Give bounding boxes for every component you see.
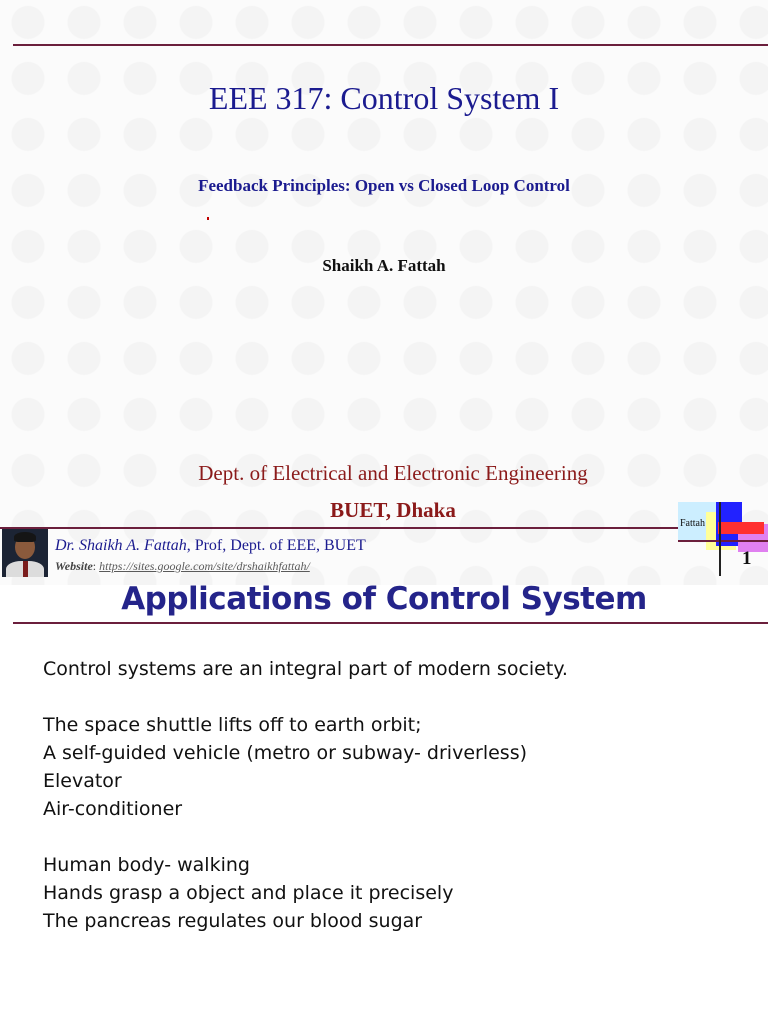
slide-number: 1 (742, 548, 752, 569)
content-slide (0, 581, 768, 1024)
list-item: Elevator (43, 770, 122, 792)
website-label: Website (55, 559, 93, 573)
list-item: A self-guided vehicle (metro or subway- driverless) (43, 742, 528, 764)
author-name: Shaikh A. Fattah (322, 256, 446, 275)
lecture-subtitle: Feedback Principles: Open vs Closed Loop Control (198, 176, 570, 195)
fattah-logo (676, 502, 768, 582)
list-item: The pancreas regulates our blood sugar (43, 910, 423, 932)
footer-rule (0, 527, 740, 529)
applications-list (43, 655, 743, 935)
list-item: Human body- walking (43, 854, 250, 876)
list-item: Control systems are an integral part of modern society. (43, 658, 568, 680)
course-title: EEE 317: Control System I (208, 80, 560, 116)
author-photo (2, 529, 48, 577)
title-rule (13, 622, 768, 624)
list-item: Hands grasp a object and place it precisely (43, 882, 454, 904)
blank-line (43, 823, 743, 851)
list-item: Air-conditioner (43, 798, 183, 820)
footer-author-name: Dr. Shaikh A. Fattah (55, 537, 187, 554)
logo-label: Fattah (680, 518, 705, 529)
blank-line (43, 683, 743, 711)
footer-author (55, 537, 366, 555)
footer-website (55, 559, 310, 574)
department-name: Dept. of Electrical and Electronic Engineering (198, 461, 588, 485)
top-rule (13, 44, 768, 46)
website-link[interactable]: https://sites.google.com/site/drshaikhfattah/ (99, 559, 310, 573)
slide-title: Applications of Control System (121, 581, 647, 617)
university-name: BUET, Dhaka (330, 498, 456, 522)
website-separator: : (92, 559, 100, 573)
list-item: The space shuttle lifts off to earth orbit; (43, 714, 422, 736)
footer-affiliation: , Prof, Dept. of EEE, BUET (186, 537, 366, 554)
red-dot-mark (207, 217, 209, 220)
